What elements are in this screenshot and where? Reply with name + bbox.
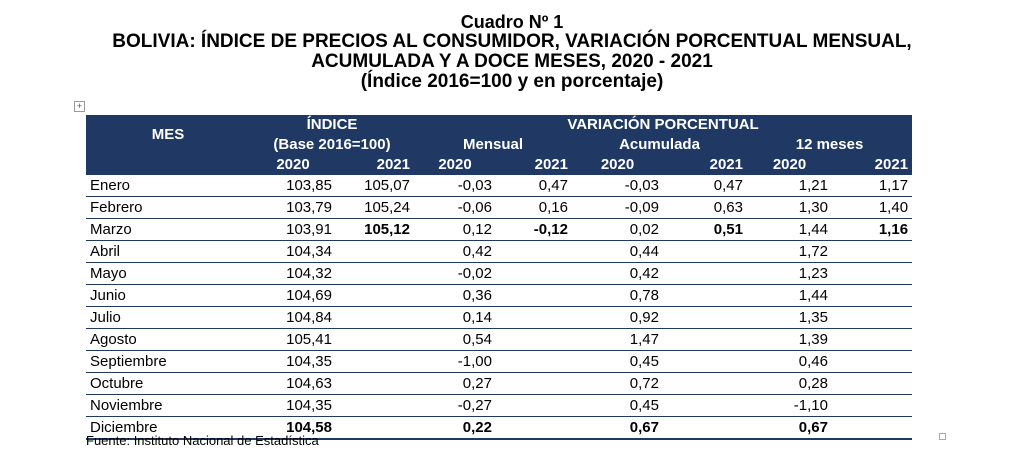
doce-meses-2020: 0,46 — [747, 351, 832, 373]
table-resize-handle-icon[interactable] — [939, 433, 946, 440]
doce-meses-2020: 1,44 — [747, 285, 832, 307]
table-row — [86, 395, 912, 417]
header-acumulada: Acumulada — [572, 135, 747, 155]
month-cell: Enero — [86, 175, 250, 197]
indice-2020: 104,63 — [250, 373, 336, 395]
table-move-handle-icon[interactable]: + — [74, 101, 85, 112]
mensual-2021 — [496, 241, 572, 263]
mensual-2021: -0,12 — [496, 219, 572, 241]
acumulada-2020: 1,47 — [572, 329, 663, 351]
acumulada-2021: 0,47 — [663, 175, 747, 197]
mensual-2020: -0,02 — [414, 263, 496, 285]
doce-meses-2021 — [832, 241, 912, 263]
acumulada-2020: 0,45 — [572, 395, 663, 417]
source-note: Fuente: Instituto Nacional de Estadística — [86, 433, 319, 448]
doce-meses-2021 — [832, 285, 912, 307]
doce-meses-2021 — [832, 417, 912, 440]
table-row — [86, 307, 912, 329]
indice-2021 — [336, 329, 414, 351]
acumulada-2020: 0,45 — [572, 351, 663, 373]
acumulada-2020: 0,02 — [572, 219, 663, 241]
header-year-2021: 2021 — [832, 155, 912, 175]
doce-meses-2020: 1,72 — [747, 241, 832, 263]
acumulada-2021 — [663, 373, 747, 395]
header-year-2021: 2021 — [496, 155, 572, 175]
doce-meses-2021 — [832, 395, 912, 417]
acumulada-2021 — [663, 417, 747, 440]
table-row — [86, 175, 912, 197]
table-title-line-1: BOLIVIA: ÍNDICE DE PRECIOS AL CONSUMIDOR, VARIACIÓN PORCENTUAL MENSUAL, — [112, 31, 912, 52]
acumulada-2021: 0,51 — [663, 219, 747, 241]
header-mes: MES — [86, 115, 250, 155]
mensual-2020: -0,06 — [414, 197, 496, 219]
acumulada-2020: 0,42 — [572, 263, 663, 285]
indice-2021 — [336, 307, 414, 329]
acumulada-2021 — [663, 285, 747, 307]
header-year-2021: 2021 — [336, 155, 414, 175]
doce-meses-2021: 1,17 — [832, 175, 912, 197]
table-row — [86, 197, 912, 219]
mensual-2021 — [496, 263, 572, 285]
doce-meses-2020: 0,67 — [747, 417, 832, 440]
mensual-2020: -0,03 — [414, 175, 496, 197]
indice-2021: 105,07 — [336, 175, 414, 197]
table-row — [86, 219, 912, 241]
doce-meses-2021 — [832, 307, 912, 329]
acumulada-2021 — [663, 307, 747, 329]
mensual-2021 — [496, 329, 572, 351]
mensual-2021 — [496, 307, 572, 329]
mensual-2021: 0,47 — [496, 175, 572, 197]
month-cell: Febrero — [86, 197, 250, 219]
header-blank — [86, 155, 250, 175]
doce-meses-2020: 1,21 — [747, 175, 832, 197]
indice-2020: 104,34 — [250, 241, 336, 263]
mensual-2021 — [496, 351, 572, 373]
doce-meses-2020: 0,28 — [747, 373, 832, 395]
doce-meses-2021 — [832, 373, 912, 395]
indice-2021 — [336, 395, 414, 417]
table-row — [86, 373, 912, 395]
indice-2021 — [336, 373, 414, 395]
indice-2020: 104,84 — [250, 307, 336, 329]
header-base: (Base 2016=100) — [250, 135, 414, 155]
header-12-meses: 12 meses — [747, 135, 912, 155]
table-row — [86, 329, 912, 351]
mensual-2020: 0,42 — [414, 241, 496, 263]
doce-meses-2021: 1,40 — [832, 197, 912, 219]
month-cell: Marzo — [86, 219, 250, 241]
acumulada-2021 — [663, 395, 747, 417]
mensual-2021 — [496, 373, 572, 395]
table-title-block — [0, 12, 1024, 92]
header-indice: ÍNDICE — [250, 115, 414, 135]
mensual-2020: -1,00 — [414, 351, 496, 373]
indice-2020: 105,41 — [250, 329, 336, 351]
indice-2020: 104,32 — [250, 263, 336, 285]
acumulada-2020: 0,67 — [572, 417, 663, 440]
indice-2021 — [336, 285, 414, 307]
doce-meses-2021 — [832, 351, 912, 373]
indice-2020: 104,69 — [250, 285, 336, 307]
month-cell: Diciembre — [86, 417, 250, 440]
doce-meses-2020: 1,35 — [747, 307, 832, 329]
indice-2021: 105,24 — [336, 197, 414, 219]
acumulada-2020: -0,03 — [572, 175, 663, 197]
indice-2020: 104,58 — [250, 417, 336, 440]
table-number: Cuadro Nº 1 — [460, 12, 564, 32]
mensual-2020: 0,22 — [414, 417, 496, 440]
cpi-table — [86, 115, 912, 440]
month-cell: Junio — [86, 285, 250, 307]
month-cell: Noviembre — [86, 395, 250, 417]
table-row — [86, 263, 912, 285]
mensual-2020: 0,36 — [414, 285, 496, 307]
mensual-2020: 0,12 — [414, 219, 496, 241]
mensual-2021 — [496, 417, 572, 440]
header-year-2020: 2020 — [250, 155, 336, 175]
month-cell: Octubre — [86, 373, 250, 395]
doce-meses-2021: 1,16 — [832, 219, 912, 241]
acumulada-2021 — [663, 241, 747, 263]
indice-2021 — [336, 263, 414, 285]
month-cell: Julio — [86, 307, 250, 329]
doce-meses-2021 — [832, 263, 912, 285]
doce-meses-2020: 1,39 — [747, 329, 832, 351]
doce-meses-2020: 1,44 — [747, 219, 832, 241]
mensual-2020: 0,27 — [414, 373, 496, 395]
acumulada-2020: 0,72 — [572, 373, 663, 395]
acumulada-2020: 0,44 — [572, 241, 663, 263]
acumulada-2021 — [663, 263, 747, 285]
indice-2020: 103,85 — [250, 175, 336, 197]
mensual-2020: 0,14 — [414, 307, 496, 329]
mensual-2021 — [496, 395, 572, 417]
header-variacion: VARIACIÓN PORCENTUAL — [414, 115, 912, 135]
table-title-line-2: ACUMULADA Y A DOCE MESES, 2020 - 2021 — [311, 51, 713, 72]
indice-2020: 104,35 — [250, 351, 336, 373]
header-year-2020: 2020 — [572, 155, 663, 175]
acumulada-2021 — [663, 329, 747, 351]
indice-2020: 103,91 — [250, 219, 336, 241]
acumulada-2020: 0,78 — [572, 285, 663, 307]
month-cell: Abril — [86, 241, 250, 263]
mensual-2021: 0,16 — [496, 197, 572, 219]
indice-2020: 104,35 — [250, 395, 336, 417]
acumulada-2020: -0,09 — [572, 197, 663, 219]
acumulada-2021 — [663, 351, 747, 373]
mensual-2020: 0,54 — [414, 329, 496, 351]
header-year-2020: 2020 — [747, 155, 832, 175]
indice-2021 — [336, 417, 414, 440]
acumulada-2021: 0,63 — [663, 197, 747, 219]
month-cell: Mayo — [86, 263, 250, 285]
doce-meses-2020: 1,23 — [747, 263, 832, 285]
indice-2020: 103,79 — [250, 197, 336, 219]
month-cell: Agosto — [86, 329, 250, 351]
header-year-2020: 2020 — [414, 155, 496, 175]
mensual-2021 — [496, 285, 572, 307]
month-cell: Septiembre — [86, 351, 250, 373]
doce-meses-2020: 1,30 — [747, 197, 832, 219]
table-row — [86, 351, 912, 373]
header-year-2021: 2021 — [663, 155, 747, 175]
indice-2021 — [336, 241, 414, 263]
doce-meses-2020: -1,10 — [747, 395, 832, 417]
acumulada-2020: 0,92 — [572, 307, 663, 329]
mensual-2020: -0,27 — [414, 395, 496, 417]
header-mensual: Mensual — [414, 135, 572, 155]
table-row — [86, 241, 912, 263]
indice-2021 — [336, 351, 414, 373]
doce-meses-2021 — [832, 329, 912, 351]
table-row — [86, 285, 912, 307]
table-subtitle: (Índice 2016=100 y en porcentaje) — [360, 71, 664, 92]
indice-2021: 105,12 — [336, 219, 414, 241]
